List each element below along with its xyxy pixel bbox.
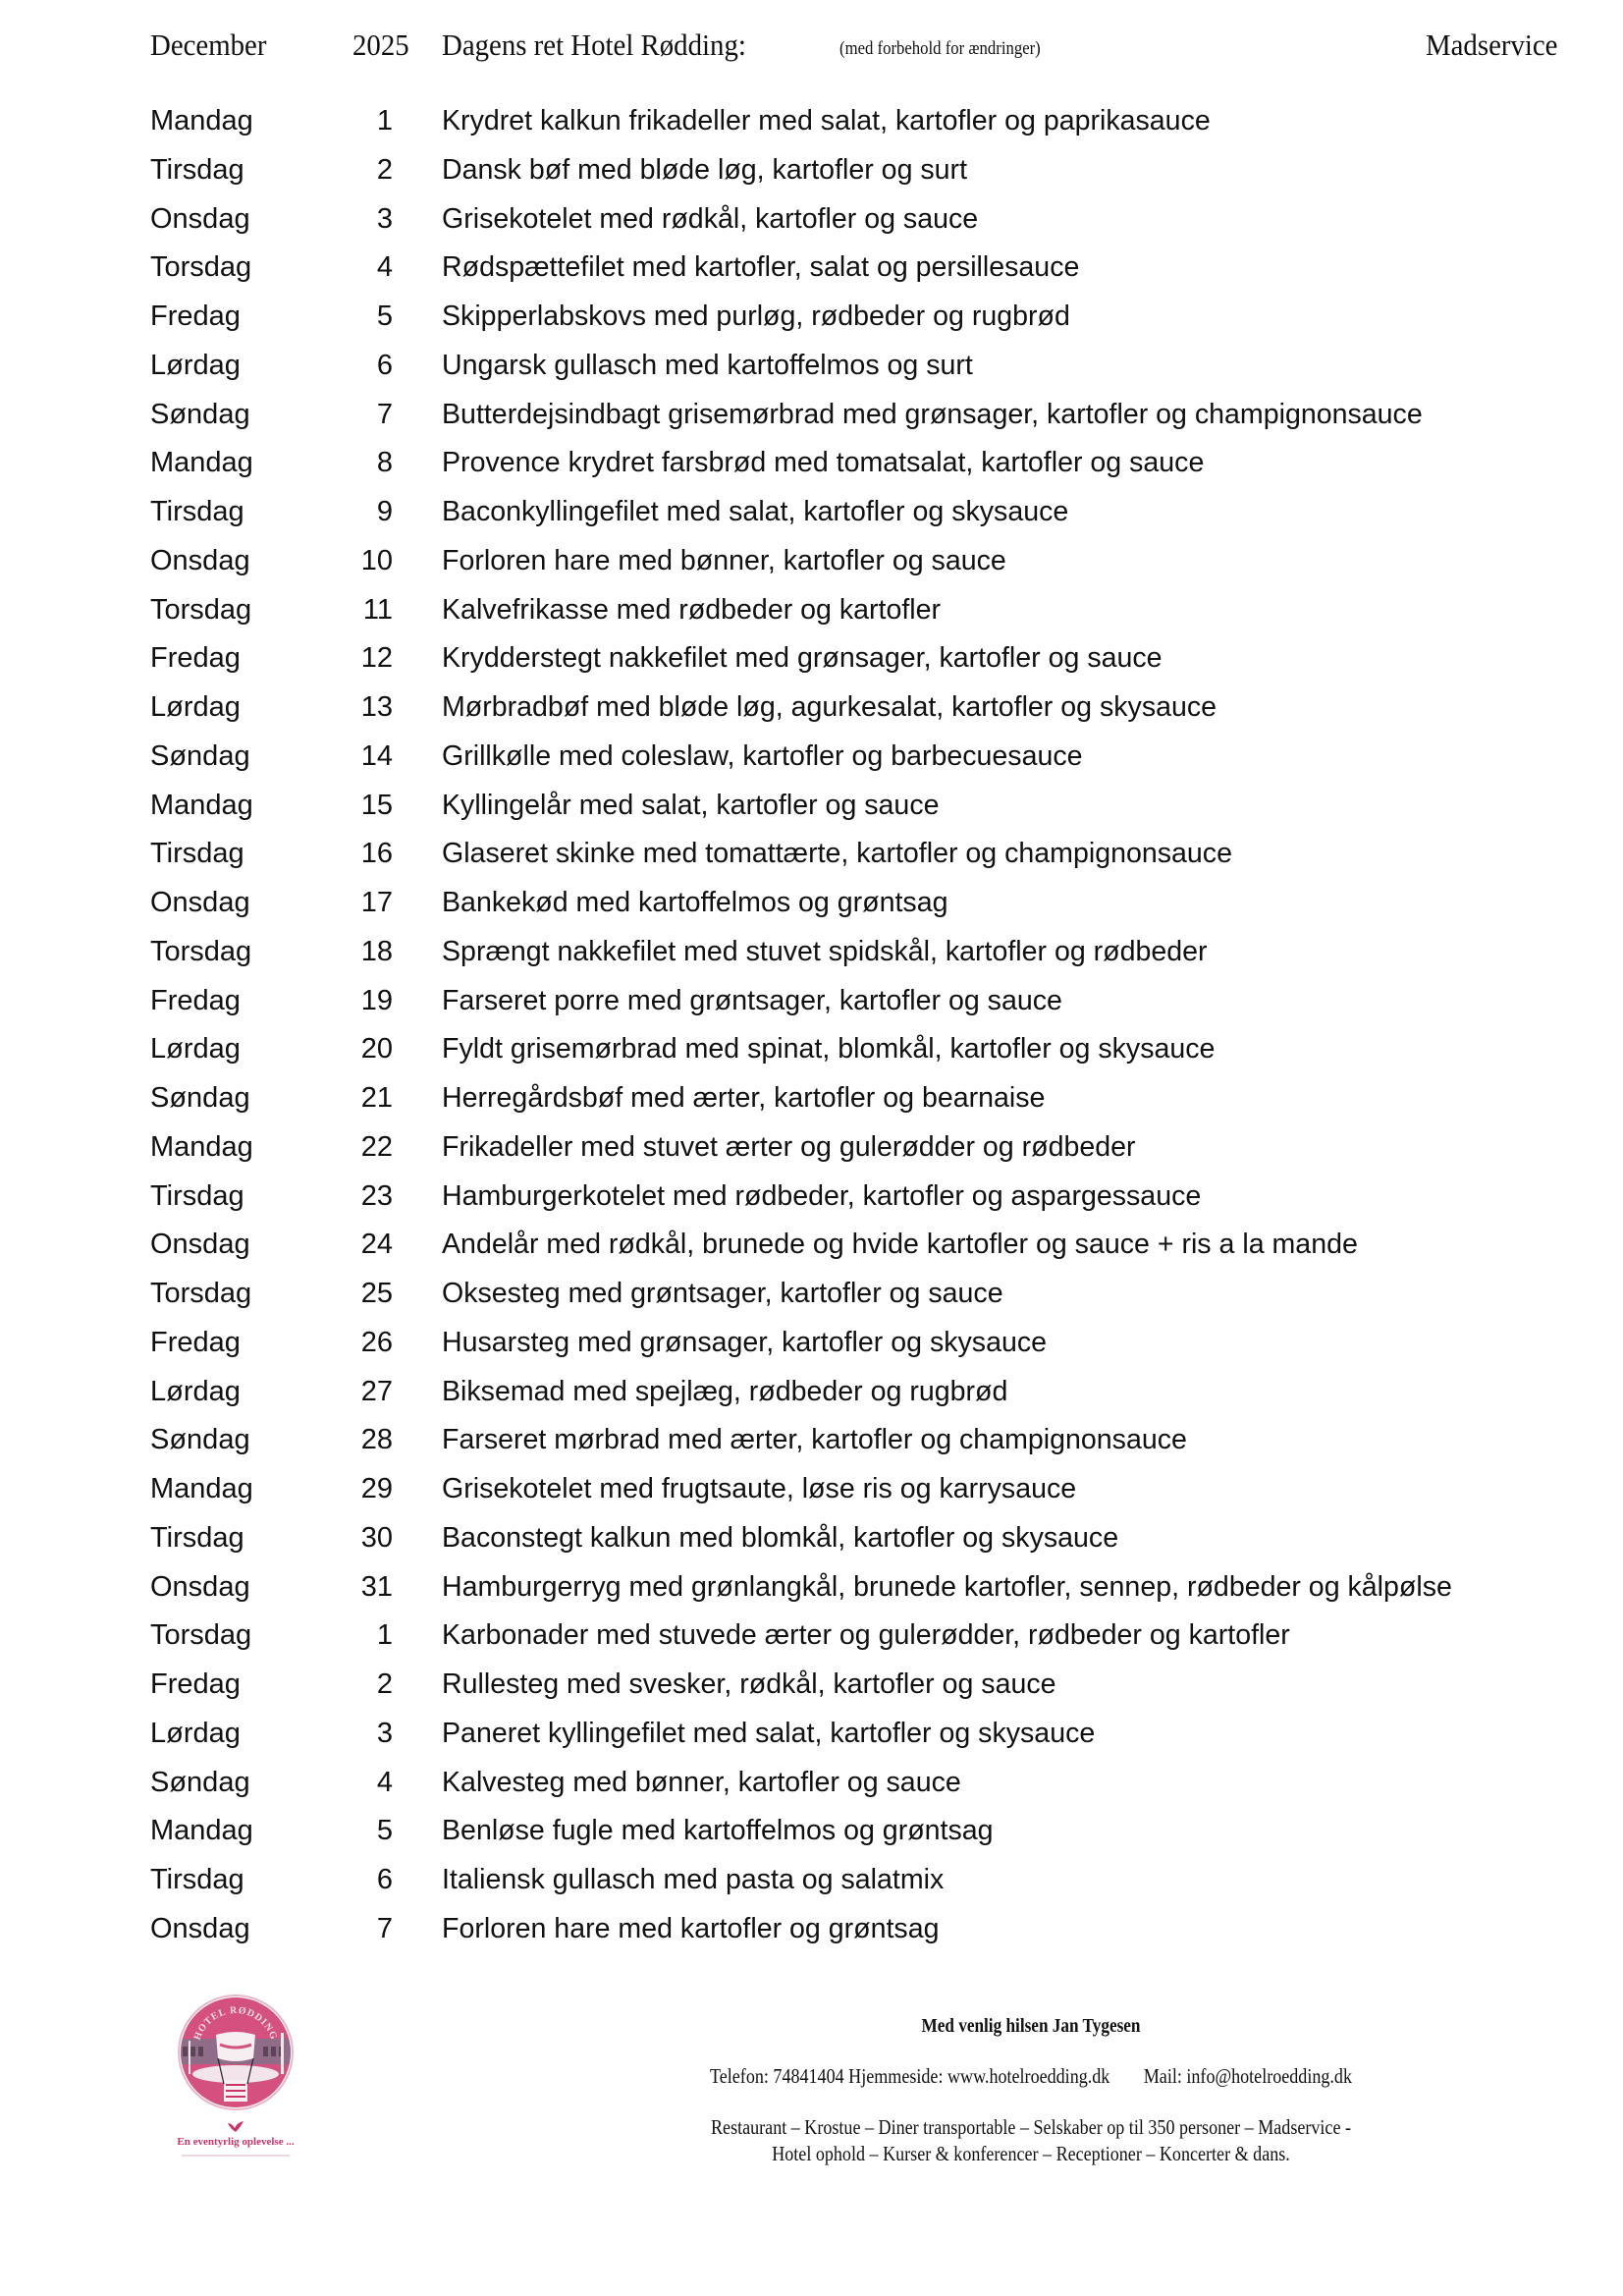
weekday-label: Mandag <box>150 1473 253 1504</box>
weekday-label: Mandag <box>150 447 253 479</box>
date-number: 25 <box>360 1278 393 1309</box>
menu-list <box>0 101 1623 1958</box>
dish-description: Oksesteg med grøntsager, kartofler og sauce <box>442 1278 1003 1309</box>
date-number: 11 <box>362 593 393 626</box>
weekday-label: Tirsdag <box>150 1864 244 1895</box>
menu-row <box>0 1420 1623 1469</box>
dish-description: Paneret kyllingefilet med salat, kartofler og skysauce <box>442 1717 1096 1749</box>
weekday-label: Onsdag <box>150 887 250 918</box>
menu-row <box>0 1909 1623 1958</box>
dish-description: Krydderstegt nakkefilet med grønsager, kartofler og sauce <box>442 642 1163 675</box>
date-number: 4 <box>376 251 393 284</box>
dish-description: Skipperlabskovs med purløg, rødbeder og rugbrød <box>442 301 1070 332</box>
date-number: 28 <box>360 1424 393 1456</box>
weekday-label: Fredag <box>150 1668 241 1700</box>
dish-description: Grisekotelet med rødkål, kartofler og sauce <box>442 202 979 235</box>
menu-row <box>0 541 1623 590</box>
weekday-label: Lørdag <box>150 1033 241 1066</box>
weekday-label: Fredag <box>150 1326 241 1358</box>
contact-line <box>144 2064 1623 2089</box>
date-number: 19 <box>360 984 393 1016</box>
dish-description: Grisekotelet med frugtsaute, løse ris og karrysauce <box>442 1473 1077 1504</box>
dish-description: Farseret mørbrad med ærter, kartofler og champignonsauce <box>442 1424 1187 1456</box>
weekday-label: Tirsdag <box>150 496 244 527</box>
dish-description: Rullesteg med svesker, rødkål, kartofler og sauce <box>442 1668 1056 1700</box>
dish-description: Husarsteg med grønsager, kartofler og skysauce <box>442 1326 1048 1358</box>
menu-row <box>0 638 1623 687</box>
menu-row <box>0 883 1623 932</box>
weekday-label: Mandag <box>150 1130 253 1163</box>
dish-description: Farseret porre med grøntsager, kartofler og sauce <box>442 984 1062 1016</box>
dish-description: Hamburgerryg med grønlangkål, brunede kartofler, sennep, rødbeder og kålpølse <box>442 1570 1452 1603</box>
menu-row <box>0 150 1623 199</box>
menu-row <box>0 687 1623 737</box>
menu-row <box>0 1567 1623 1616</box>
weekday-label: Torsdag <box>150 593 252 626</box>
dish-description: Dansk bøf med bløde løg, kartofler og surt <box>442 153 968 186</box>
menu-row <box>0 932 1623 981</box>
logo-tagline: En eventyrlig oplevelse ... <box>177 2136 295 2148</box>
date-number: 13 <box>360 691 393 723</box>
phone-website: Telefon: 74841404 Hjemmeside: www.hotelroedding.dk <box>709 2064 1110 2088</box>
weekday-label: Onsdag <box>150 544 250 576</box>
date-number: 5 <box>376 1815 393 1847</box>
menu-row <box>0 1518 1623 1567</box>
date-number: 27 <box>360 1375 393 1407</box>
dish-description: Hamburgerkotelet med rødbeder, kartofler og aspargessauce <box>442 1179 1202 1212</box>
date-number: 7 <box>376 398 393 430</box>
date-number: 24 <box>360 1229 393 1261</box>
weekday-label: Søndag <box>150 1766 250 1798</box>
menu-row <box>0 590 1623 639</box>
weekday-label: Torsdag <box>150 251 252 284</box>
dish-description: Kalvesteg med bønner, kartofler og sauce <box>442 1766 961 1798</box>
weekday-label: Lørdag <box>150 349 241 381</box>
weekday-label: Søndag <box>150 398 250 430</box>
services-line-1: Restaurant – Krostue – Diner transportable – Selskaber op til 350 personer – Madservice - <box>711 2115 1351 2139</box>
weekday-label: Torsdag <box>150 1278 252 1309</box>
date-number: 21 <box>360 1082 393 1114</box>
date-number: 2 <box>376 1668 393 1700</box>
menu-row <box>0 1615 1623 1665</box>
weekday-label: Torsdag <box>150 1619 252 1652</box>
menu-row <box>0 1372 1623 1421</box>
dish-description: Kalvefrikasse med rødbeder og kartofler <box>442 593 942 626</box>
dish-description: Grillkølle med coleslaw, kartofler og barbecuesauce <box>442 739 1083 772</box>
date-number: 5 <box>376 301 393 332</box>
date-number: 15 <box>360 789 393 821</box>
weekday-label: Tirsdag <box>150 838 244 870</box>
menu-row <box>0 247 1623 297</box>
dish-description: Mørbradbøf med bløde løg, agurkesalat, kartofler og skysauce <box>442 691 1217 723</box>
date-number: 23 <box>360 1179 393 1212</box>
menu-row <box>0 737 1623 786</box>
weekday-label: Søndag <box>150 1082 250 1114</box>
date-number: 18 <box>360 935 393 967</box>
menu-row <box>0 1323 1623 1372</box>
dish-description: Italiensk gullasch med pasta og salatmix <box>442 1864 945 1895</box>
weekday-label: Lørdag <box>150 691 241 723</box>
dish-description: Baconstegt kalkun med blomkål, kartofler og skysauce <box>442 1521 1119 1554</box>
signature: Med venlig hilsen Jan Tygesen <box>921 2015 1141 2037</box>
menu-row <box>0 1811 1623 1860</box>
menu-row <box>0 1714 1623 1763</box>
dish-description: Baconkyllingefilet med salat, kartofler og skysauce <box>442 496 1069 527</box>
menu-row <box>0 492 1623 541</box>
date-number: 12 <box>360 642 393 675</box>
weekday-label: Mandag <box>150 789 253 821</box>
dish-description: Andelår med rødkål, brunede og hvide kartofler og sauce + ris a la mande <box>442 1229 1358 1261</box>
date-number: 7 <box>376 1912 393 1944</box>
dish-description: Bankekød med kartoffelmos og grøntsag <box>442 887 948 918</box>
hotel-logo-icon <box>177 1994 295 2111</box>
dish-description: Rødspættefilet med kartofler, salat og persillesauce <box>442 251 1080 284</box>
page-title: Dagens ret Hotel Rødding: <box>442 27 746 62</box>
header-service-label: Madservice <box>1426 27 1558 62</box>
weekday-label: Lørdag <box>150 1375 241 1407</box>
menu-row <box>0 443 1623 492</box>
date-number: 10 <box>360 544 393 576</box>
dish-description: Sprængt nakkefilet med stuvet spidskål, kartofler og rødbeder <box>442 935 1208 967</box>
dish-description: Butterdejsindbagt grisemørbrad med grønsager, kartofler og champignonsauce <box>442 398 1423 430</box>
menu-row <box>0 1469 1623 1518</box>
menu-row <box>0 1078 1623 1127</box>
weekday-label: Mandag <box>150 105 253 137</box>
dish-description: Krydret kalkun frikadeller med salat, kartofler og paprikasauce <box>442 105 1211 137</box>
date-number: 1 <box>376 105 393 137</box>
dish-description: Glaseret skinke med tomattærte, kartofler og champignonsauce <box>442 838 1232 870</box>
menu-row <box>0 834 1623 883</box>
weekday-label: Fredag <box>150 301 241 332</box>
dish-description: Ungarsk gullasch med kartoffelmos og surt <box>442 349 973 381</box>
date-number: 31 <box>360 1570 393 1603</box>
weekday-label: Tirsdag <box>150 1179 244 1212</box>
dish-description: Fyldt grisemørbrad med spinat, blomkål, kartofler og skysauce <box>442 1033 1216 1066</box>
weekday-label: Onsdag <box>150 1912 250 1944</box>
dish-description: Herregårdsbøf med ærter, kartofler og bearnaise <box>442 1082 1046 1114</box>
menu-row <box>0 1029 1623 1078</box>
menu-row <box>0 1763 1623 1812</box>
weekday-label: Mandag <box>150 1815 253 1847</box>
menu-row <box>0 346 1623 395</box>
date-number: 30 <box>360 1521 393 1554</box>
date-number: 1 <box>376 1619 393 1652</box>
date-number: 6 <box>376 349 393 381</box>
menu-row <box>0 199 1623 248</box>
weekday-label: Søndag <box>150 1424 250 1456</box>
date-number: 2 <box>376 153 393 186</box>
dish-description: Kyllingelår med salat, kartofler og sauce <box>442 789 940 821</box>
menu-row <box>0 395 1623 444</box>
date-number: 26 <box>360 1326 393 1358</box>
menu-row <box>0 297 1623 346</box>
date-number: 6 <box>376 1864 393 1895</box>
dish-description: Benløse fugle med kartoffelmos og grøntsag <box>442 1815 994 1847</box>
dish-description: Provence krydret farsbrød med tomatsalat, kartofler og sauce <box>442 447 1205 479</box>
menu-row <box>0 1225 1623 1274</box>
weekday-label: Søndag <box>150 739 250 772</box>
weekday-label: Fredag <box>150 984 241 1016</box>
weekday-label: Fredag <box>150 642 241 675</box>
date-number: 16 <box>360 838 393 870</box>
menu-row <box>0 786 1623 835</box>
weekday-label: Lørdag <box>150 1717 241 1749</box>
weekday-label: Onsdag <box>150 1229 250 1261</box>
menu-row <box>0 981 1623 1030</box>
weekday-label: Tirsdag <box>150 153 244 186</box>
menu-row <box>0 1274 1623 1323</box>
services-line-2: Hotel ophold – Kurser & konferencer – Receptioner – Koncerter & dans. <box>772 2142 1290 2165</box>
weekday-label: Onsdag <box>150 1570 250 1603</box>
date-number: 22 <box>360 1130 393 1163</box>
menu-row <box>0 1860 1623 1909</box>
weekday-label: Onsdag <box>150 202 250 235</box>
date-number: 14 <box>360 739 393 772</box>
weekday-label: Tirsdag <box>150 1521 244 1554</box>
date-number: 9 <box>376 496 393 527</box>
email: Mail: info@hotelroedding.dk <box>1143 2064 1353 2088</box>
menu-row <box>0 1665 1623 1714</box>
date-number: 20 <box>360 1033 393 1066</box>
date-number: 3 <box>376 202 393 235</box>
dish-description: Forloren hare med bønner, kartofler og sauce <box>442 544 1006 576</box>
menu-row <box>0 1176 1623 1226</box>
header-month: December <box>150 27 267 62</box>
date-number: 3 <box>376 1717 393 1749</box>
logo-name: HOTEL RØDDING <box>191 2004 280 2043</box>
header-year: 2025 <box>352 27 409 62</box>
menu-row <box>0 1127 1623 1176</box>
date-number: 8 <box>376 447 393 479</box>
date-number: 17 <box>360 887 393 918</box>
header-disclaimer: (med forbehold for ændringer) <box>839 38 1041 59</box>
menu-row <box>0 101 1623 150</box>
dish-description: Forloren hare med kartofler og grøntsag <box>442 1912 940 1944</box>
dish-description: Frikadeller med stuvet ærter og gulerødder og rødbeder <box>442 1130 1136 1163</box>
dish-description: Karbonader med stuvede ærter og gulerødder, rødbeder og kartofler <box>442 1619 1290 1652</box>
dish-description: Biksemad med spejlæg, rødbeder og rugbrød <box>442 1375 1008 1407</box>
date-number: 29 <box>360 1473 393 1504</box>
date-number: 4 <box>376 1766 393 1798</box>
weekday-label: Torsdag <box>150 935 252 967</box>
